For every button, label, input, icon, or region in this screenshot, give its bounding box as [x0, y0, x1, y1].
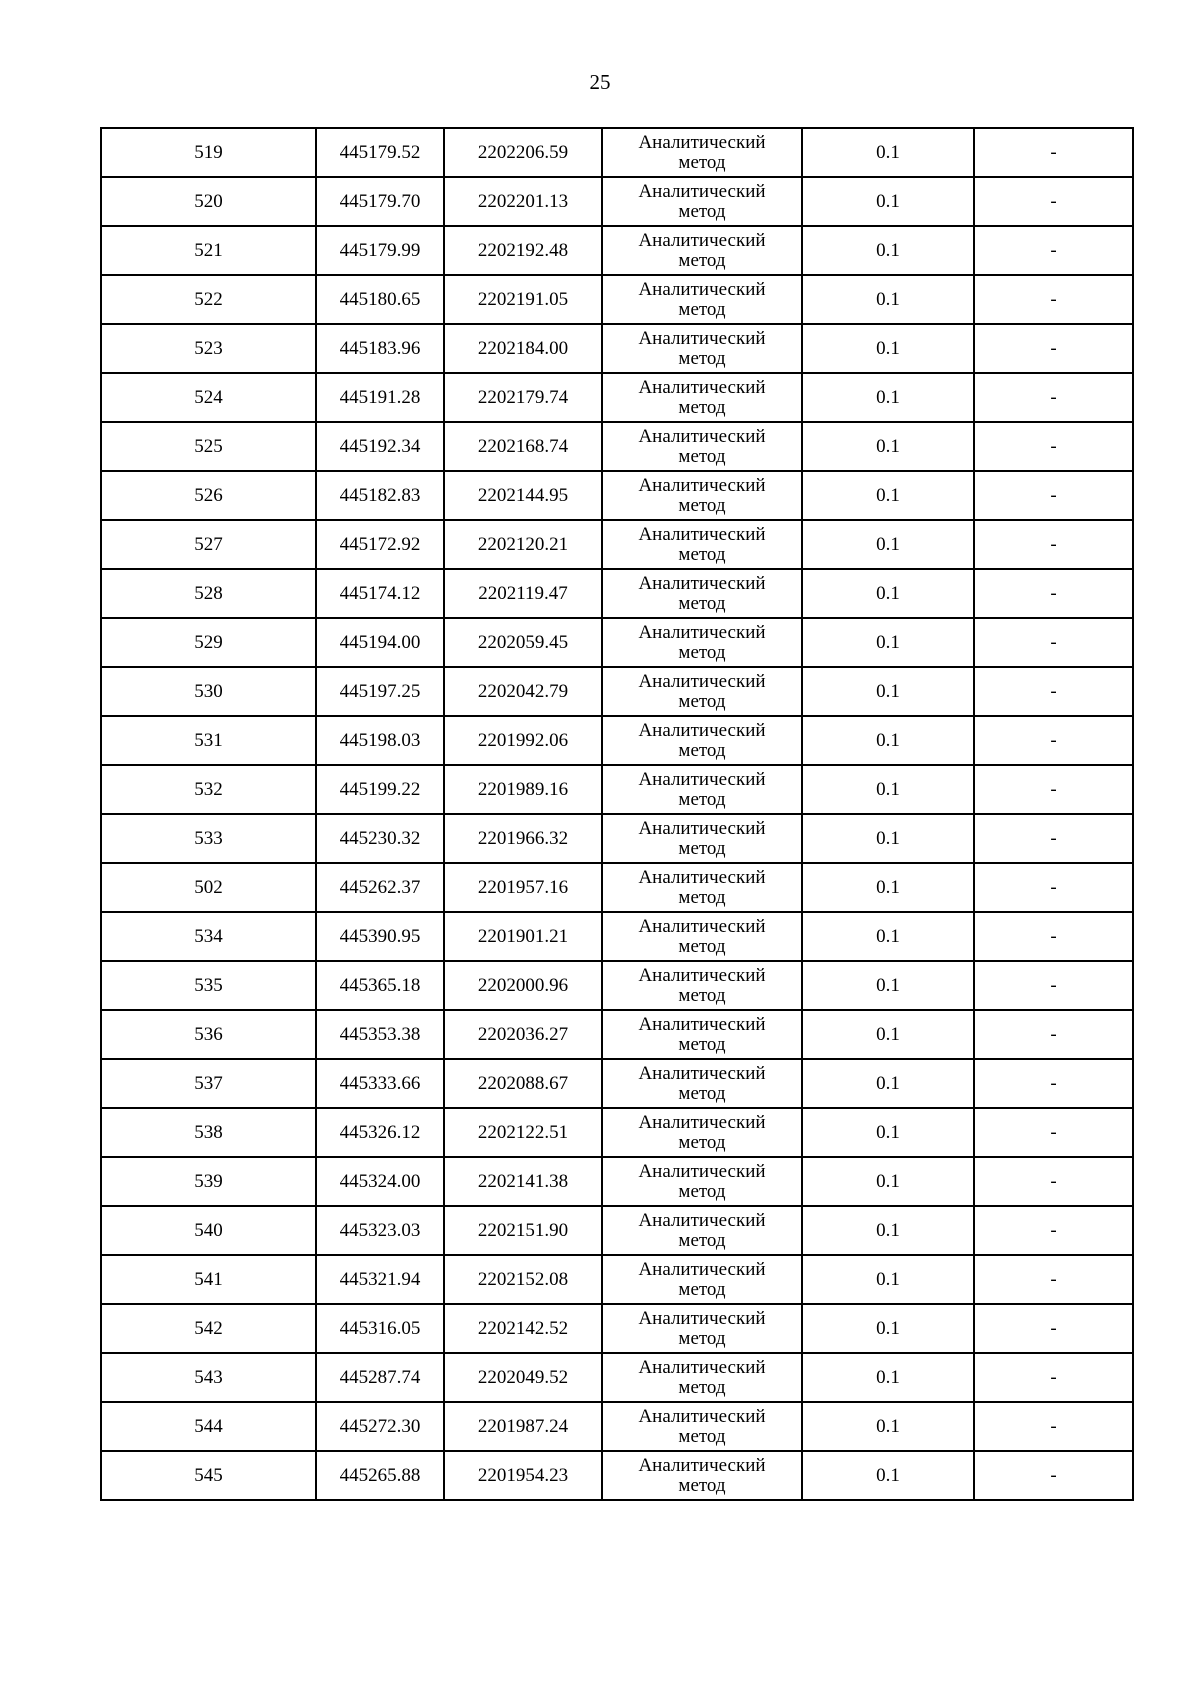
method-cell — [602, 569, 802, 618]
method-cell — [602, 1353, 802, 1402]
x-coordinate-cell: 445333.66 — [316, 1059, 444, 1108]
x-coordinate-cell: 445272.30 — [316, 1402, 444, 1451]
x-coordinate-cell: 445324.00 — [316, 1157, 444, 1206]
y-coordinate-cell: 2202049.52 — [444, 1353, 602, 1402]
note-cell: - — [974, 422, 1133, 471]
table-row — [101, 569, 1133, 618]
point-number-cell: 542 — [101, 1304, 316, 1353]
y-coordinate-cell: 2202122.51 — [444, 1108, 602, 1157]
y-coordinate-cell: 2201957.16 — [444, 863, 602, 912]
note-cell: - — [974, 1255, 1133, 1304]
y-coordinate-cell: 2202144.95 — [444, 471, 602, 520]
accuracy-cell: 0.1 — [802, 912, 974, 961]
method-line-2: метод — [678, 1229, 726, 1251]
point-number-cell: 544 — [101, 1402, 316, 1451]
method-line-1: Аналитический — [638, 670, 766, 692]
x-coordinate-cell: 445194.00 — [316, 618, 444, 667]
point-number-cell: 525 — [101, 422, 316, 471]
x-coordinate-cell: 445182.83 — [316, 471, 444, 520]
method-line-1: Аналитический — [638, 131, 766, 153]
table-row — [101, 226, 1133, 275]
y-coordinate-cell: 2201966.32 — [444, 814, 602, 863]
accuracy-cell: 0.1 — [802, 716, 974, 765]
table-row — [101, 863, 1133, 912]
point-number-cell: 543 — [101, 1353, 316, 1402]
accuracy-cell: 0.1 — [802, 961, 974, 1010]
point-number-cell: 527 — [101, 520, 316, 569]
method-cell — [602, 667, 802, 716]
y-coordinate-cell: 2201987.24 — [444, 1402, 602, 1451]
accuracy-cell: 0.1 — [802, 1402, 974, 1451]
y-coordinate-cell: 2202192.48 — [444, 226, 602, 275]
table-row — [101, 814, 1133, 863]
table-row — [101, 765, 1133, 814]
note-cell: - — [974, 1304, 1133, 1353]
table-row — [101, 177, 1133, 226]
table-row — [101, 1255, 1133, 1304]
x-coordinate-cell: 445179.70 — [316, 177, 444, 226]
method-cell — [602, 912, 802, 961]
accuracy-cell: 0.1 — [802, 1010, 974, 1059]
table-row — [101, 422, 1133, 471]
note-cell: - — [974, 1451, 1133, 1500]
method-line-1: Аналитический — [638, 278, 766, 300]
table-row — [101, 1451, 1133, 1500]
method-cell — [602, 520, 802, 569]
method-line-2: метод — [678, 1278, 726, 1300]
method-line-2: метод — [678, 1082, 726, 1104]
point-number-cell: 540 — [101, 1206, 316, 1255]
method-line-1: Аналитический — [638, 1356, 766, 1378]
method-cell — [602, 1255, 802, 1304]
x-coordinate-cell: 445287.74 — [316, 1353, 444, 1402]
y-coordinate-cell: 2201954.23 — [444, 1451, 602, 1500]
point-number-cell: 541 — [101, 1255, 316, 1304]
method-line-2: метод — [678, 1033, 726, 1055]
x-coordinate-cell: 445179.52 — [316, 128, 444, 177]
x-coordinate-cell: 445180.65 — [316, 275, 444, 324]
x-coordinate-cell: 445316.05 — [316, 1304, 444, 1353]
table-row — [101, 373, 1133, 422]
y-coordinate-cell: 2202179.74 — [444, 373, 602, 422]
method-cell — [602, 1206, 802, 1255]
note-cell: - — [974, 667, 1133, 716]
table-row — [101, 128, 1133, 177]
method-line-2: метод — [678, 1425, 726, 1447]
point-number-cell: 502 — [101, 863, 316, 912]
accuracy-cell: 0.1 — [802, 520, 974, 569]
method-line-1: Аналитический — [638, 1160, 766, 1182]
y-coordinate-cell: 2202042.79 — [444, 667, 602, 716]
method-cell — [602, 1059, 802, 1108]
method-line-2: метод — [678, 984, 726, 1006]
table-row — [101, 1157, 1133, 1206]
method-line-1: Аналитический — [638, 915, 766, 937]
method-line-1: Аналитический — [638, 1062, 766, 1084]
x-coordinate-cell: 445191.28 — [316, 373, 444, 422]
note-cell: - — [974, 373, 1133, 422]
method-cell — [602, 422, 802, 471]
note-cell: - — [974, 814, 1133, 863]
table-row — [101, 1108, 1133, 1157]
y-coordinate-cell: 2202168.74 — [444, 422, 602, 471]
point-number-cell: 539 — [101, 1157, 316, 1206]
method-line-2: метод — [678, 641, 726, 663]
method-line-2: метод — [678, 935, 726, 957]
accuracy-cell: 0.1 — [802, 1206, 974, 1255]
method-line-2: метод — [678, 249, 726, 271]
method-line-2: метод — [678, 739, 726, 761]
accuracy-cell: 0.1 — [802, 765, 974, 814]
x-coordinate-cell: 445323.03 — [316, 1206, 444, 1255]
method-cell — [602, 177, 802, 226]
method-cell — [602, 1304, 802, 1353]
point-number-cell: 538 — [101, 1108, 316, 1157]
method-cell — [602, 128, 802, 177]
method-line-1: Аналитический — [638, 719, 766, 741]
y-coordinate-cell: 2202059.45 — [444, 618, 602, 667]
point-number-cell: 530 — [101, 667, 316, 716]
y-coordinate-cell: 2201901.21 — [444, 912, 602, 961]
method-line-2: метод — [678, 1474, 726, 1496]
method-line-2: метод — [678, 151, 726, 173]
table-row — [101, 1353, 1133, 1402]
method-cell — [602, 1010, 802, 1059]
x-coordinate-cell: 445390.95 — [316, 912, 444, 961]
note-cell: - — [974, 569, 1133, 618]
note-cell: - — [974, 177, 1133, 226]
accuracy-cell: 0.1 — [802, 1059, 974, 1108]
coordinates-table-body — [101, 128, 1133, 1500]
method-line-2: метод — [678, 543, 726, 565]
method-line-2: метод — [678, 445, 726, 467]
note-cell: - — [974, 1206, 1133, 1255]
y-coordinate-cell: 2202152.08 — [444, 1255, 602, 1304]
note-cell: - — [974, 765, 1133, 814]
table-row — [101, 618, 1133, 667]
method-line-1: Аналитический — [638, 376, 766, 398]
method-line-2: метод — [678, 1180, 726, 1202]
point-number-cell: 529 — [101, 618, 316, 667]
x-coordinate-cell: 445197.25 — [316, 667, 444, 716]
accuracy-cell: 0.1 — [802, 324, 974, 373]
table-row — [101, 1206, 1133, 1255]
method-line-1: Аналитический — [638, 327, 766, 349]
note-cell: - — [974, 1353, 1133, 1402]
y-coordinate-cell: 2202000.96 — [444, 961, 602, 1010]
method-line-2: метод — [678, 690, 726, 712]
y-coordinate-cell: 2201992.06 — [444, 716, 602, 765]
accuracy-cell: 0.1 — [802, 667, 974, 716]
point-number-cell: 532 — [101, 765, 316, 814]
x-coordinate-cell: 445192.34 — [316, 422, 444, 471]
x-coordinate-cell: 445326.12 — [316, 1108, 444, 1157]
method-cell — [602, 226, 802, 275]
point-number-cell: 520 — [101, 177, 316, 226]
method-cell — [602, 324, 802, 373]
point-number-cell: 526 — [101, 471, 316, 520]
x-coordinate-cell: 445265.88 — [316, 1451, 444, 1500]
method-line-1: Аналитический — [638, 1111, 766, 1133]
x-coordinate-cell: 445199.22 — [316, 765, 444, 814]
accuracy-cell: 0.1 — [802, 128, 974, 177]
note-cell: - — [974, 520, 1133, 569]
method-cell — [602, 716, 802, 765]
accuracy-cell: 0.1 — [802, 177, 974, 226]
method-line-1: Аналитический — [638, 1405, 766, 1427]
method-line-1: Аналитический — [638, 474, 766, 496]
accuracy-cell: 0.1 — [802, 863, 974, 912]
method-line-2: метод — [678, 494, 726, 516]
method-line-1: Аналитический — [638, 1013, 766, 1035]
note-cell: - — [974, 324, 1133, 373]
accuracy-cell: 0.1 — [802, 1451, 974, 1500]
method-cell — [602, 765, 802, 814]
y-coordinate-cell: 2202151.90 — [444, 1206, 602, 1255]
table-row — [101, 667, 1133, 716]
note-cell: - — [974, 863, 1133, 912]
method-line-1: Аналитический — [638, 572, 766, 594]
x-coordinate-cell: 445172.92 — [316, 520, 444, 569]
method-cell — [602, 471, 802, 520]
y-coordinate-cell: 2202142.52 — [444, 1304, 602, 1353]
table-row — [101, 324, 1133, 373]
table-row — [101, 912, 1133, 961]
method-cell — [602, 1402, 802, 1451]
y-coordinate-cell: 2202120.21 — [444, 520, 602, 569]
y-coordinate-cell: 2202206.59 — [444, 128, 602, 177]
method-line-1: Аналитический — [638, 1209, 766, 1231]
accuracy-cell: 0.1 — [802, 814, 974, 863]
point-number-cell: 534 — [101, 912, 316, 961]
accuracy-cell: 0.1 — [802, 1304, 974, 1353]
point-number-cell: 536 — [101, 1010, 316, 1059]
point-number-cell: 523 — [101, 324, 316, 373]
x-coordinate-cell: 445179.99 — [316, 226, 444, 275]
method-cell — [602, 814, 802, 863]
accuracy-cell: 0.1 — [802, 373, 974, 422]
note-cell: - — [974, 275, 1133, 324]
x-coordinate-cell: 445365.18 — [316, 961, 444, 1010]
x-coordinate-cell: 445183.96 — [316, 324, 444, 373]
point-number-cell: 524 — [101, 373, 316, 422]
point-number-cell: 521 — [101, 226, 316, 275]
accuracy-cell: 0.1 — [802, 1157, 974, 1206]
method-line-2: метод — [678, 200, 726, 222]
method-line-2: метод — [678, 837, 726, 859]
note-cell: - — [974, 961, 1133, 1010]
x-coordinate-cell: 445321.94 — [316, 1255, 444, 1304]
note-cell: - — [974, 716, 1133, 765]
method-line-2: метод — [678, 788, 726, 810]
y-coordinate-cell: 2202201.13 — [444, 177, 602, 226]
method-line-2: метод — [678, 1131, 726, 1153]
note-cell: - — [974, 912, 1133, 961]
method-line-1: Аналитический — [638, 180, 766, 202]
note-cell: - — [974, 618, 1133, 667]
y-coordinate-cell: 2202119.47 — [444, 569, 602, 618]
table-row — [101, 275, 1133, 324]
table-row — [101, 961, 1133, 1010]
method-cell — [602, 961, 802, 1010]
x-coordinate-cell: 445230.32 — [316, 814, 444, 863]
accuracy-cell: 0.1 — [802, 569, 974, 618]
method-line-2: метод — [678, 396, 726, 418]
page-number: 25 — [589, 70, 611, 94]
method-cell — [602, 863, 802, 912]
method-line-2: метод — [678, 298, 726, 320]
table-row — [101, 1059, 1133, 1108]
note-cell: - — [974, 1108, 1133, 1157]
point-number-cell: 537 — [101, 1059, 316, 1108]
accuracy-cell: 0.1 — [802, 1353, 974, 1402]
method-line-1: Аналитический — [638, 621, 766, 643]
note-cell: - — [974, 1157, 1133, 1206]
method-line-1: Аналитический — [638, 866, 766, 888]
point-number-cell: 545 — [101, 1451, 316, 1500]
method-cell — [602, 1451, 802, 1500]
y-coordinate-cell: 2201989.16 — [444, 765, 602, 814]
accuracy-cell: 0.1 — [802, 1255, 974, 1304]
method-line-2: метод — [678, 1376, 726, 1398]
x-coordinate-cell: 445198.03 — [316, 716, 444, 765]
method-line-1: Аналитический — [638, 229, 766, 251]
note-cell: - — [974, 1010, 1133, 1059]
method-cell — [602, 1108, 802, 1157]
note-cell: - — [974, 1059, 1133, 1108]
table-row — [101, 1402, 1133, 1451]
method-line-2: метод — [678, 1327, 726, 1349]
y-coordinate-cell: 2202184.00 — [444, 324, 602, 373]
accuracy-cell: 0.1 — [802, 226, 974, 275]
method-line-1: Аналитический — [638, 1258, 766, 1280]
method-cell — [602, 618, 802, 667]
method-cell — [602, 373, 802, 422]
point-number-cell: 533 — [101, 814, 316, 863]
coordinates-table — [100, 127, 1134, 1501]
x-coordinate-cell: 445174.12 — [316, 569, 444, 618]
table-row — [101, 520, 1133, 569]
point-number-cell: 535 — [101, 961, 316, 1010]
method-line-2: метод — [678, 886, 726, 908]
method-line-2: метод — [678, 592, 726, 614]
accuracy-cell: 0.1 — [802, 471, 974, 520]
accuracy-cell: 0.1 — [802, 422, 974, 471]
x-coordinate-cell: 445262.37 — [316, 863, 444, 912]
note-cell: - — [974, 471, 1133, 520]
method-line-1: Аналитический — [638, 523, 766, 545]
point-number-cell: 522 — [101, 275, 316, 324]
method-line-2: метод — [678, 347, 726, 369]
note-cell: - — [974, 226, 1133, 275]
y-coordinate-cell: 2202141.38 — [444, 1157, 602, 1206]
method-line-1: Аналитический — [638, 1307, 766, 1329]
table-row — [101, 1010, 1133, 1059]
note-cell: - — [974, 1402, 1133, 1451]
accuracy-cell: 0.1 — [802, 1108, 974, 1157]
method-cell — [602, 275, 802, 324]
y-coordinate-cell: 2202088.67 — [444, 1059, 602, 1108]
note-cell: - — [974, 128, 1133, 177]
point-number-cell: 519 — [101, 128, 316, 177]
point-number-cell: 528 — [101, 569, 316, 618]
table-row — [101, 1304, 1133, 1353]
x-coordinate-cell: 445353.38 — [316, 1010, 444, 1059]
method-line-1: Аналитический — [638, 964, 766, 986]
table-row — [101, 471, 1133, 520]
accuracy-cell: 0.1 — [802, 618, 974, 667]
method-line-1: Аналитический — [638, 1454, 766, 1476]
method-cell — [602, 1157, 802, 1206]
method-line-1: Аналитический — [638, 768, 766, 790]
y-coordinate-cell: 2202036.27 — [444, 1010, 602, 1059]
accuracy-cell: 0.1 — [802, 275, 974, 324]
method-line-1: Аналитический — [638, 817, 766, 839]
point-number-cell: 531 — [101, 716, 316, 765]
y-coordinate-cell: 2202191.05 — [444, 275, 602, 324]
table-row — [101, 716, 1133, 765]
method-line-1: Аналитический — [638, 425, 766, 447]
